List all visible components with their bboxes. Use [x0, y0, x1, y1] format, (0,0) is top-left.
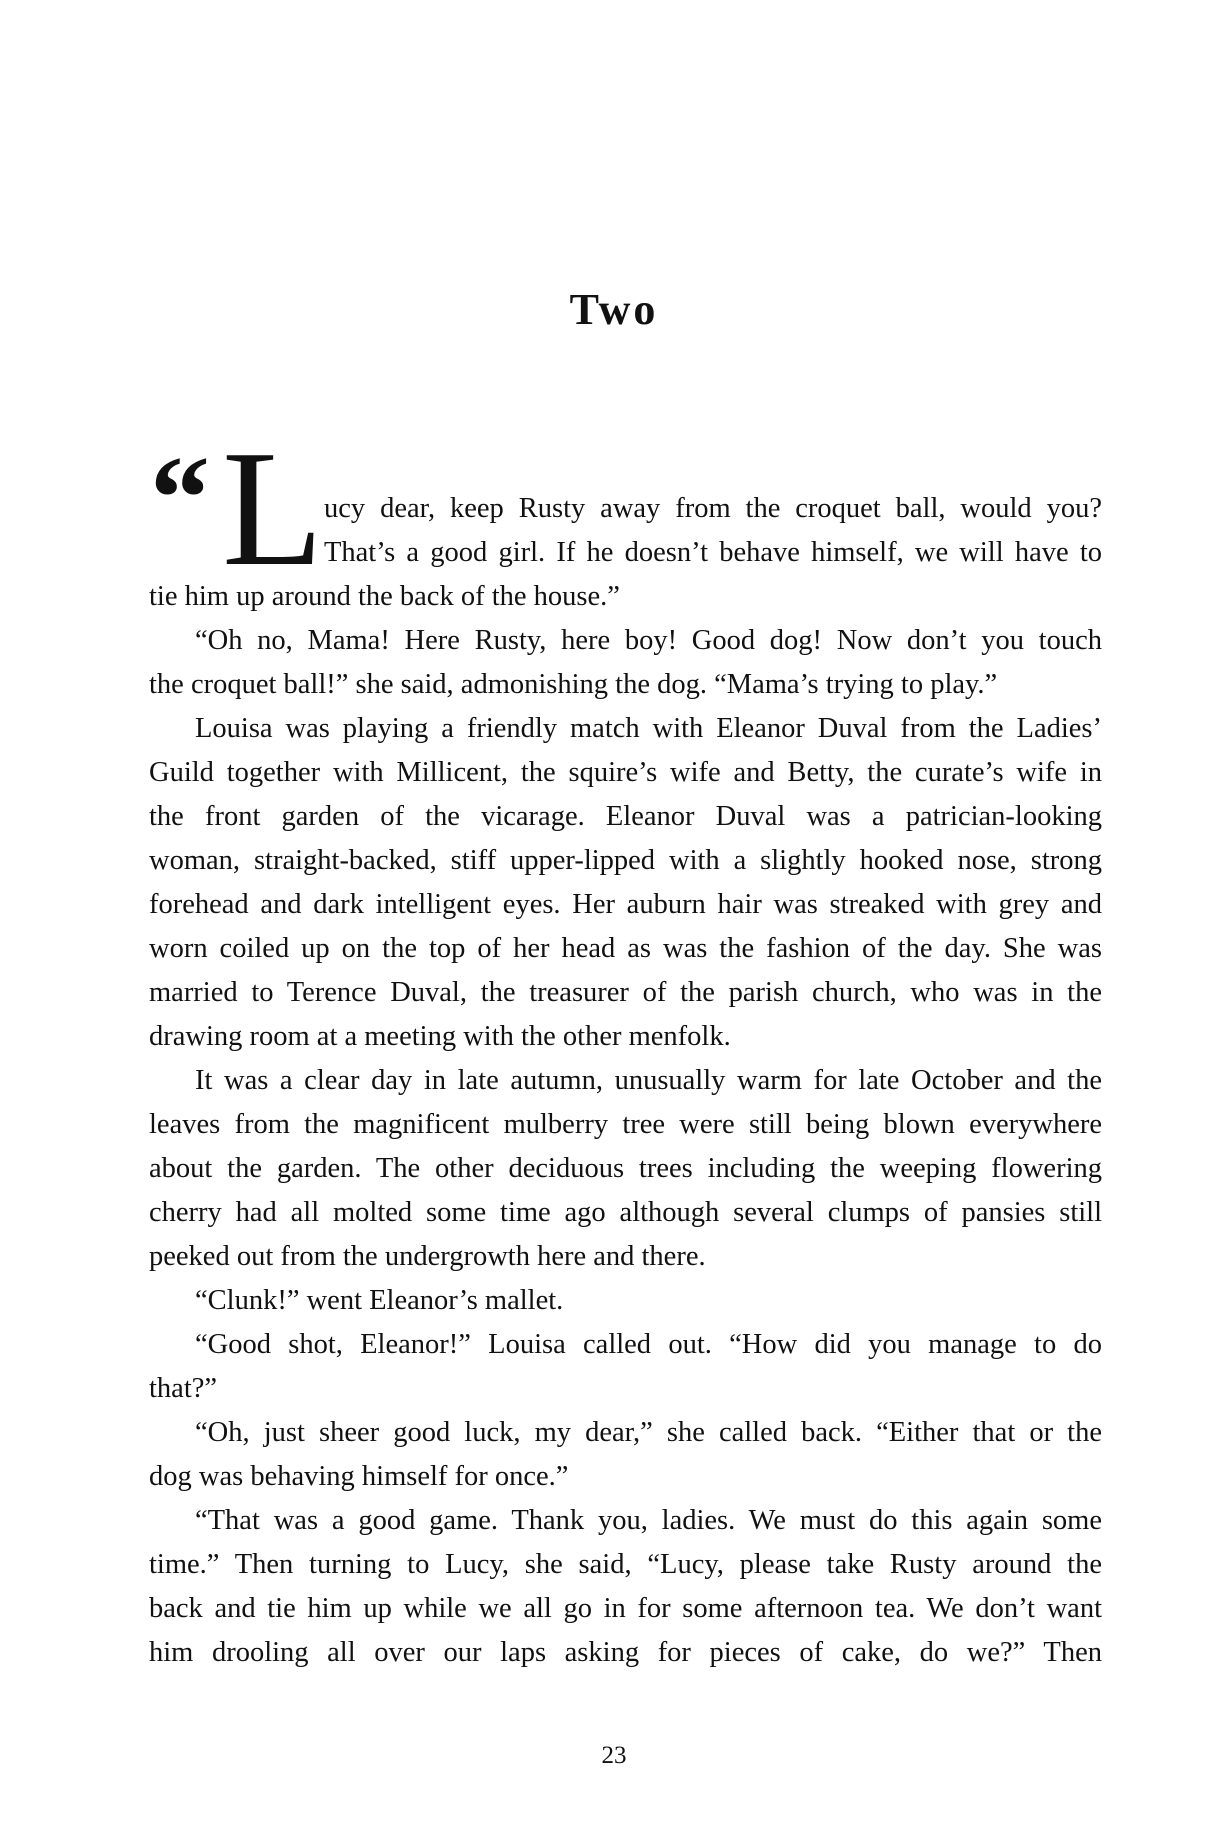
text-line: That’s a good girl. If he doesn’t behave himself, we will have to	[324, 537, 1102, 568]
text-line: “Oh no, Mama! Here Rusty, here boy! Good dog! Now don’t you touch	[195, 625, 1102, 656]
text-line: married to Terence Duval, the treasurer of the parish church, who was in the	[149, 977, 1102, 1008]
text-line: him drooling all over our laps asking for pieces of cake, do we?” Then	[149, 1637, 1102, 1668]
text-line: about the garden. The other deciduous trees including the weeping flowering	[149, 1153, 1102, 1184]
text-line: woman, straight-backed, stiff upper-lipped with a slightly hooked nose, strong	[149, 845, 1102, 876]
text-line: tie him up around the back of the house.”	[149, 581, 620, 612]
text-line: that?”	[149, 1373, 218, 1404]
text-line: Guild together with Millicent, the squire’s wife and Betty, the curate’s wife in	[149, 757, 1102, 788]
page-number: 23	[601, 1742, 627, 1769]
dropcap-opening-quote: “	[150, 431, 210, 564]
text-line: ucy dear, keep Rusty away from the croquet ball, would you?	[324, 493, 1102, 524]
text-line: the croquet ball!” she said, admonishing the dog. “Mama’s trying to play.”	[149, 669, 998, 700]
text-line: “Oh, just sheer good luck, my dear,” she called back. “Either that or the	[195, 1417, 1102, 1448]
dropcap-letter: L	[222, 416, 324, 600]
text-line: drawing room at a meeting with the other menfolk.	[149, 1021, 731, 1052]
text-line: peeked out from the undergrowth here and there.	[149, 1241, 706, 1272]
text-line: forehead and dark intelligent eyes. Her auburn hair was streaked with grey and	[149, 889, 1102, 920]
text-line: “Good shot, Eleanor!” Louisa called out. “How did you manage to do	[195, 1329, 1102, 1360]
text-line: dog was behaving himself for once.”	[149, 1461, 569, 1492]
text-line: Louisa was playing a friendly match with Eleanor Duval from the Ladies’	[195, 713, 1102, 744]
text-line: the front garden of the vicarage. Eleanor Duval was a patrician-looking	[149, 801, 1102, 832]
text-line: It was a clear day in late autumn, unusually warm for late October and the	[195, 1065, 1102, 1096]
text-line: worn coiled up on the top of her head as was the fashion of the day. She was	[149, 933, 1102, 964]
chapter-title: Two	[569, 285, 659, 334]
text-line: “Clunk!” went Eleanor’s mallet.	[195, 1285, 564, 1316]
text-line: back and tie him up while we all go in for some afternoon tea. We don’t want	[149, 1593, 1102, 1624]
text-line: leaves from the magnificent mulberry tree were still being blown everywhere	[149, 1109, 1102, 1140]
text-line: time.” Then turning to Lucy, she said, “Lucy, please take Rusty around the	[149, 1549, 1102, 1580]
text-line: “That was a good game. Thank you, ladies. We must do this again some	[195, 1505, 1102, 1536]
text-line: cherry had all molted some time ago although several clumps of pansies still	[149, 1197, 1102, 1228]
